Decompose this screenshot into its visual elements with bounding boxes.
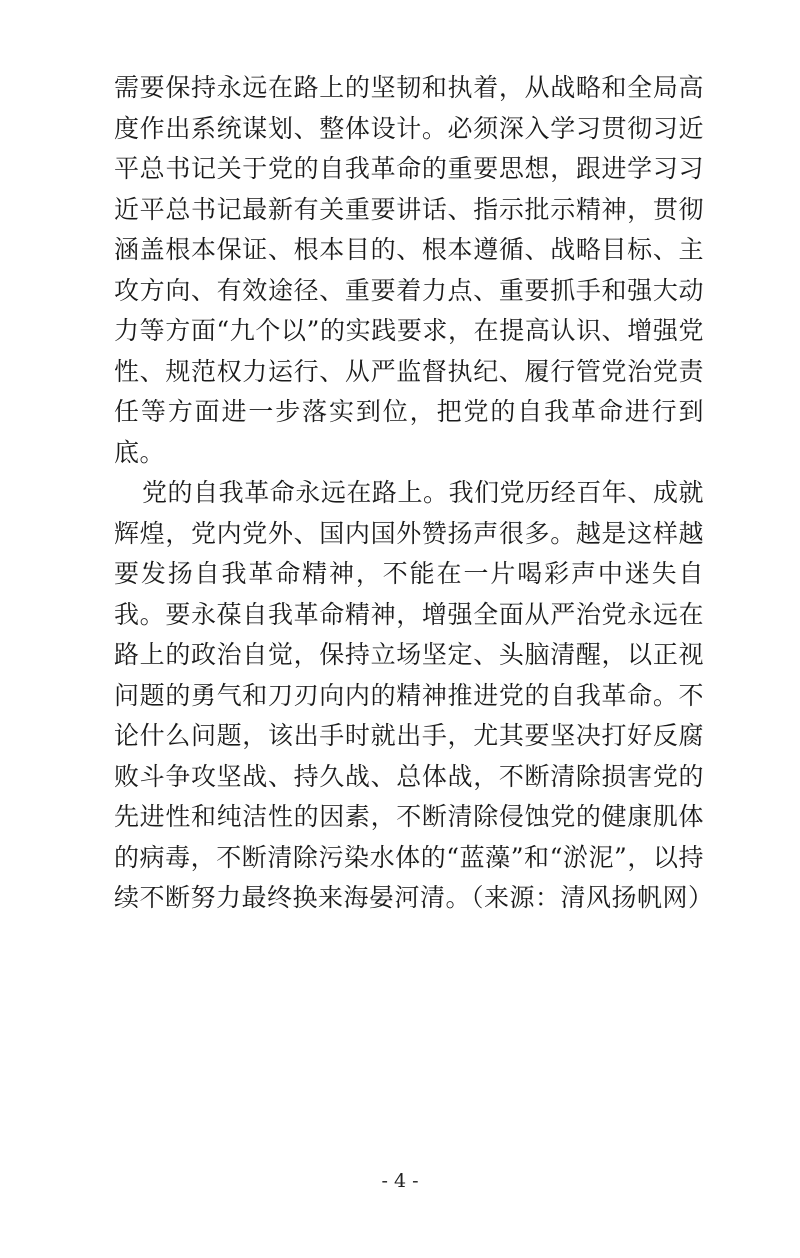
paragraph-continued: 需要保持永远在路上的坚韧和执着，从战略和全局高度作出系统谋划、整体设计。必须深入学习贯彻习近平总书记关于党的自我革命的重要思想，跟进学习习近平总书记最新有关重要讲话、指示批示精神，贯彻涵盖根本保证、根本目的、根本遵循、战略目标、主攻方向、有效途径、重要着力点、重要抓手和强大动力等方面“九个以”的实践要求，在提高认识、增强党性、规范权力运行、从严监督执纪、履行管党治党责任等方面进一步落实到位，把党的自我革命进行到底。 — [114, 73, 704, 467]
paragraph: 党的自我革命永远在路上。我们党历经百年、成就辉煌，党内党外、国内国外赞扬声很多。越是这样越要发扬自我革命精神，不能在一片喝彩声中迷失自我。要永葆自我革命精神，增强全面从严治党永远在路上的政治自觉，保持立场坚定、头脑清醒，以正视问题的勇气和刀刃向内的精神推进党的自我革命。不论什么问题，该出手时就出手，尤其要坚决打好反腐败斗争攻坚战、持久战、总体战，不断清除损害党的先进性和纯洁性的因素，不断清除侵蚀党的健康肌体的病毒，不断清除污染水体的“蓝藻”和“淤泥”，以持续不断努力最终换来海晏河清。（来源：清风扬帆网） — [114, 478, 714, 912]
body-text — [114, 68, 714, 919]
page-number: - 4 - — [381, 1170, 419, 1192]
